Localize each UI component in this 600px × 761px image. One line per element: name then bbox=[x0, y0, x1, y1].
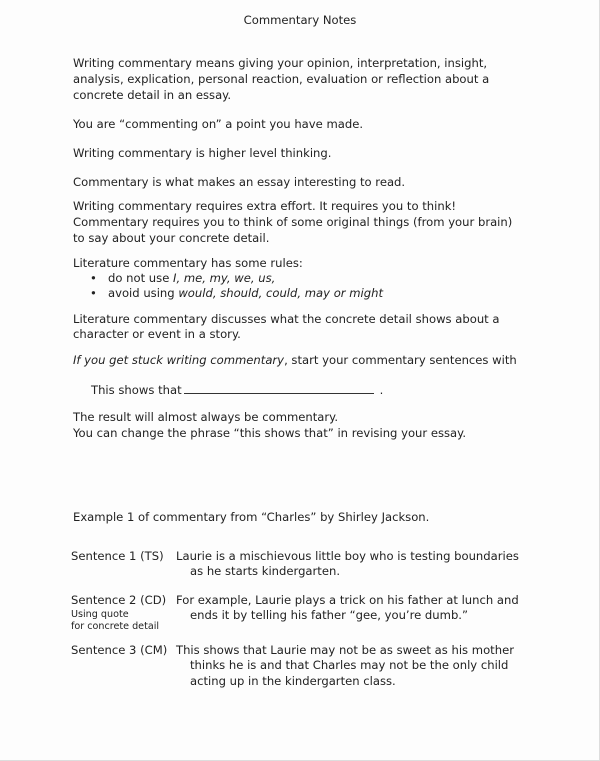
intro-line-3: concrete detail in an essay. bbox=[73, 88, 232, 102]
sentence-2-note-2: for concrete detail bbox=[71, 621, 160, 632]
intro-line-1: Writing commentary means giving your opinion, interpretation, insight, bbox=[73, 56, 488, 70]
sentence-3-line-1: This shows that Laurie may not be as sweet as his mother bbox=[176, 643, 514, 657]
bullet-icon: • bbox=[90, 271, 97, 285]
result-line-2: You can change the phrase “this shows that” in revising your essay. bbox=[73, 426, 467, 440]
sentence-1-label: Sentence 1 (TS) bbox=[71, 549, 164, 563]
rules-heading: Literature commentary has some rules: bbox=[73, 256, 303, 270]
effort-line-3: to say about your concrete detail. bbox=[73, 231, 270, 245]
sentence-3-label: Sentence 3 (CM) bbox=[71, 643, 168, 657]
sentence-2-line-1: For example, Laurie plays a trick on his father at lunch and bbox=[176, 593, 519, 607]
stuck-paragraph: If you get stuck writing commentary, start your commentary sentences with bbox=[73, 353, 517, 367]
this-shows-line: This shows that . bbox=[91, 383, 384, 397]
sentence-1-line-1: Laurie is a mischievous little boy who is testing boundaries bbox=[176, 549, 519, 563]
discusses-line-2: character or event in a story. bbox=[73, 327, 241, 341]
intro-line-2: analysis, explication, personal reaction, evaluation or reflection about a bbox=[73, 72, 490, 86]
sentence-2-label: Sentence 2 (CD) bbox=[71, 593, 167, 607]
example-heading: Example 1 of commentary from “Charles” by Shirley Jackson. bbox=[73, 510, 430, 524]
fill-in-blank bbox=[184, 383, 374, 394]
sentence-3-line-3: acting up in the kindergarten class. bbox=[190, 674, 396, 688]
rule-item-2: • avoid using would, should, could, may or might bbox=[90, 286, 384, 300]
discusses-line-1: Literature commentary discusses what the concrete detail shows about a bbox=[73, 312, 500, 326]
rule-item-1: • do not use I, me, my, we, us, bbox=[90, 271, 276, 285]
sentence-1-line-2: as he starts kindergarten. bbox=[190, 564, 341, 578]
effort-line-1: Writing commentary requires extra effort. It requires you to think! bbox=[73, 199, 457, 213]
sentence-2-line-2: ends it by telling his father “gee, you’re dumb.” bbox=[190, 608, 468, 622]
sentence-2-note-1: Using quote bbox=[71, 609, 129, 620]
page-title: Commentary Notes bbox=[243, 13, 357, 27]
interesting-paragraph: Commentary is what makes an essay interesting to read. bbox=[73, 175, 406, 189]
effort-line-2: Commentary requires you to think of some original things (from your brain) bbox=[73, 215, 513, 229]
result-line-1: The result will almost always be commentary. bbox=[73, 410, 339, 424]
bullet-icon: • bbox=[90, 286, 97, 300]
sentence-3-line-2: thinks he is and that Charles may not be the only child bbox=[190, 658, 509, 672]
commenting-paragraph: You are “commenting on” a point you have made. bbox=[73, 117, 364, 131]
higher-level-paragraph: Writing commentary is higher level thinking. bbox=[73, 146, 332, 160]
